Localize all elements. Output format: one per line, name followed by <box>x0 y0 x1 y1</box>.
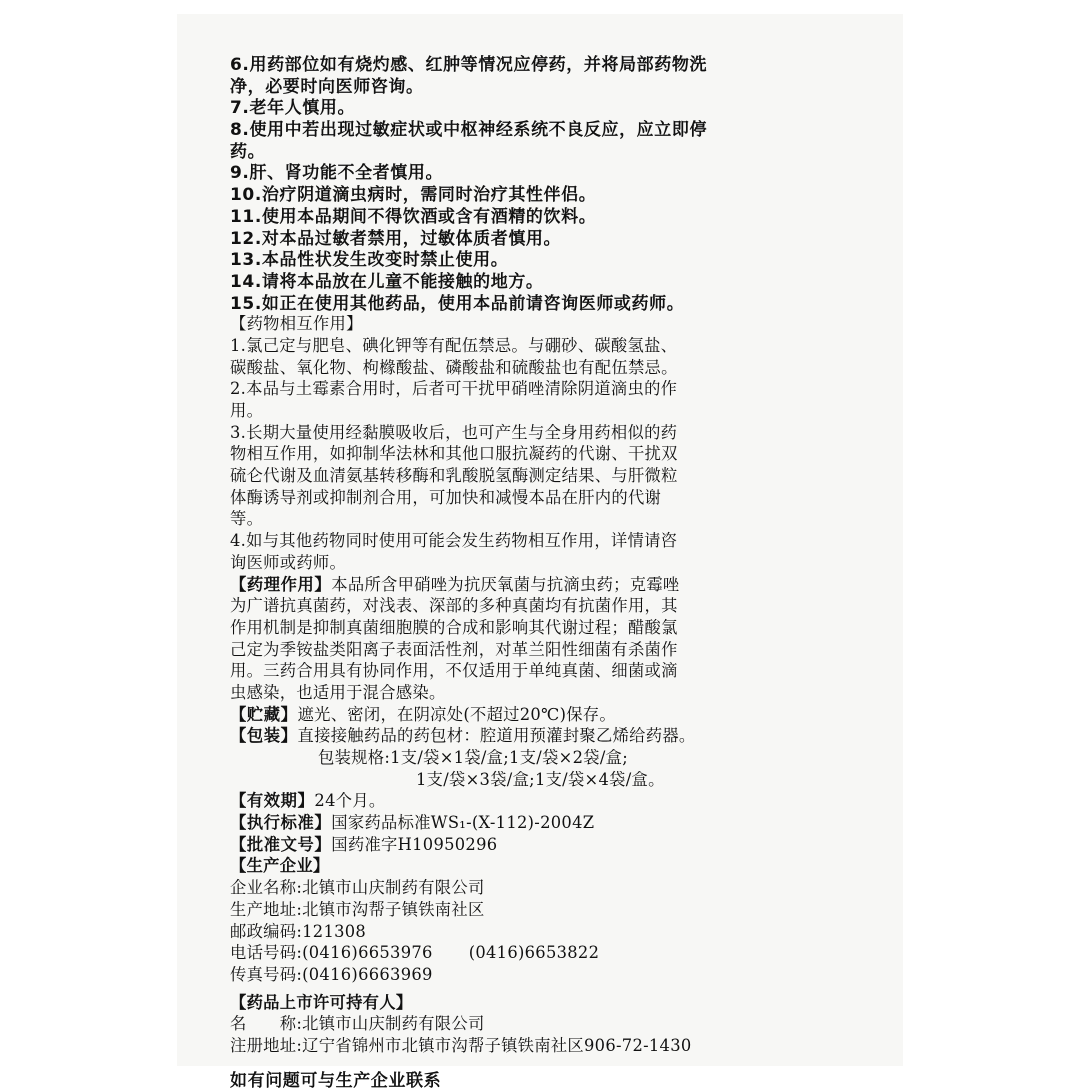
pharmacology-label: 【药理作用】 <box>230 574 332 594</box>
precaution-line: 12.对本品过敏者禁用，过敏体质者慎用。 <box>230 228 562 249</box>
interactions-section <box>230 310 890 570</box>
field-label: 注册地址: <box>230 1035 303 1055</box>
manufacturer-name-line <box>230 874 890 896</box>
manufacturer-postcode: 121308 <box>302 921 367 941</box>
pharmacology-section <box>230 571 890 701</box>
field-label: 电话号码: <box>230 943 303 963</box>
interactions-line: 硫仑代谢及血清氨基转移酶和乳酸脱氢酶测定结果、与肝微粒 <box>230 466 678 486</box>
interactions-heading: 【药物相互作用】 <box>230 314 363 334</box>
validity-value: 24个月。 <box>314 791 386 811</box>
precaution-line: 7.老年人慎用。 <box>230 98 356 119</box>
manufacturer-name: 北镇市山庆制药有限公司 <box>302 878 485 898</box>
manufacturer-postcode-line <box>230 918 890 940</box>
field-label: 传真号码: <box>230 964 303 984</box>
package-spec-line: 包装规格:1支/袋×1袋/盒;1支/袋×2袋/盒; <box>318 748 628 767</box>
interactions-line: 体酶诱导剂或抑制剂合用，可加快和减慢本品在肝内的代谢 <box>230 487 662 507</box>
standard-line <box>230 809 890 831</box>
manufacturer-address-line <box>230 896 890 918</box>
pharmacology-text: 本品所含甲硝唑为抗厌氧菌与抗滴虫药；克霉唑 <box>331 574 680 594</box>
precaution-line: 9.肝、肾功能不全者慎用。 <box>230 163 444 184</box>
manufacturer-fax-line <box>230 961 890 983</box>
storage-line <box>230 701 890 723</box>
storage-value: 遮光、密闭，在阴凉处(不超过20℃)保存。 <box>297 704 616 724</box>
manufacturer-heading: 【生产企业】 <box>230 856 330 876</box>
validity-line <box>230 787 890 809</box>
validity-label: 【有效期】 <box>230 791 315 811</box>
field-label: 名 称: <box>230 1014 303 1034</box>
pharmacology-line: 作用机制是抑制真菌细胞膜的合成和影响其代谢过程；醋酸氯 <box>230 617 678 637</box>
package-value: 直接接触药品的药包材：腔道用预灌封聚乙烯给药器。 <box>297 726 696 746</box>
holder-address: 辽宁省锦州市北镇市沟帮子镇铁南社区906-72-1430 <box>302 1035 692 1055</box>
holder-section <box>230 989 890 1054</box>
approval-line <box>230 831 890 853</box>
package-line <box>230 722 890 744</box>
field-label: 企业名称: <box>230 878 303 898</box>
package-spec-line: 1支/袋×3袋/盒;1支/袋×4袋/盒。 <box>416 769 665 789</box>
leaflet-page <box>177 14 903 1091</box>
precaution-line: 11.使用本品期间不得饮酒或含有酒精的饮料。 <box>230 206 597 227</box>
precaution-line: 药。 <box>230 141 266 162</box>
field-label: 生产地址: <box>230 899 303 919</box>
interactions-line: 1.氯己定与肥皂、碘化钾等有配伍禁忌。与硼砂、碳酸氢盐、 <box>230 335 678 355</box>
precaution-line: 10.治疗阴道滴虫病时，需同时治疗其性伴侣。 <box>230 185 597 206</box>
approval-label: 【批准文号】 <box>230 834 332 854</box>
field-label: 邮政编码: <box>230 921 303 941</box>
leaflet-content <box>230 50 890 1091</box>
interactions-line: 物相互作用，如抑制华法林和其他口服抗凝药的代谢、干扰双 <box>230 444 678 464</box>
interactions-line: 用。 <box>230 401 264 420</box>
precaution-line: 净，必要时向医师咨询。 <box>230 76 424 97</box>
precaution-line: 8.使用中若出现过敏症状或中枢神经系统不良反应，应立即停 <box>230 120 708 141</box>
holder-heading: 【药品上市许可持有人】 <box>230 992 413 1012</box>
interactions-line: 2.本品与土霉素合用时，后者可干扰甲硝唑清除阴道滴虫的作 <box>230 379 678 399</box>
precaution-line: 15.如正在使用其他药品，使用本品前请咨询医师或药师。 <box>230 293 685 314</box>
precautions-list <box>230 50 890 314</box>
interactions-line: 询医师或药师。 <box>230 552 347 572</box>
interactions-line: 碳酸盐、氧化物、枸橼酸盐、磷酸盐和硫酸盐也有配伍禁忌。 <box>230 357 678 377</box>
interactions-line: 3.长期大量使用经黏膜吸收后，也可产生与全身用药相似的药 <box>230 422 678 442</box>
approval-value: 国药准字H10950296 <box>331 834 498 854</box>
holder-name-line <box>230 1010 890 1032</box>
footer-contact-note: 如有问题可与生产企业联系 <box>230 1070 442 1091</box>
package-label: 【包装】 <box>230 726 298 746</box>
standard-value: 国家药品标准WS₁-(X-112)-2004Z <box>331 813 595 833</box>
manufacturer-section <box>230 852 890 982</box>
standard-label: 【执行标准】 <box>230 813 332 833</box>
precaution-line: 6.用药部位如有烧灼感、红肿等情况应停药，并将局部药物洗 <box>230 55 708 75</box>
manufacturer-phone-2: (0416)6653822 <box>468 943 600 963</box>
pharmacology-line: 己定为季铵盐类阳离子表面活性剂，对革兰阳性细菌有杀菌作 <box>230 639 678 659</box>
manufacturer-phone-1: (0416)6653976 <box>302 943 433 963</box>
pharmacology-line: 为广谱抗真菌药，对浅表、深部的多种真菌均有抗菌作用，其 <box>230 596 678 616</box>
pharmacology-line: 用。三药合用具有协同作用，不仅适用于单纯真菌、细菌或滴 <box>230 661 678 681</box>
pharmacology-line: 虫感染，也适用于混合感染。 <box>230 682 446 702</box>
precaution-line: 13.本品性状发生改变时禁止使用。 <box>230 250 509 271</box>
holder-name: 北镇市山庆制药有限公司 <box>302 1014 485 1034</box>
precaution-line: 14.请将本品放在儿童不能接触的地方。 <box>230 271 544 292</box>
pharmacology-first-line <box>230 571 890 593</box>
storage-label: 【贮藏】 <box>230 704 298 724</box>
interactions-line: 4.如与其他药物同时使用可能会发生药物相互作用，详情请咨 <box>230 531 678 551</box>
interactions-line: 等。 <box>230 509 264 529</box>
manufacturer-address: 北镇市沟帮子镇铁南社区 <box>302 899 485 919</box>
manufacturer-phone-line <box>230 939 890 961</box>
manufacturer-fax: (0416)6663969 <box>302 964 433 984</box>
holder-address-line <box>230 1032 890 1054</box>
